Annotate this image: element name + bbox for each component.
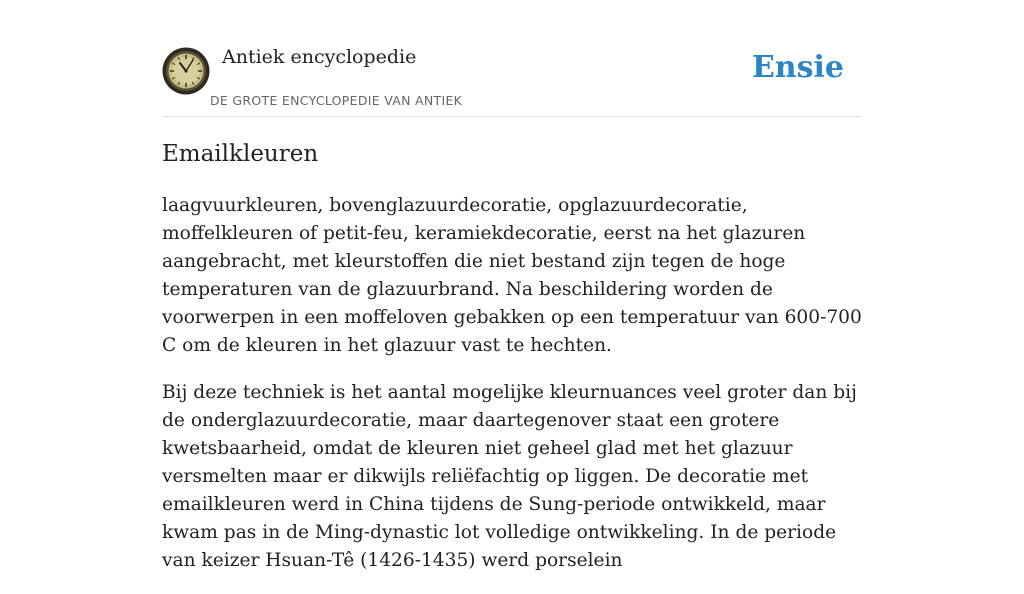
site-subtitle: DE GROTE ENCYCLOPEDIE VAN ANTIEK <box>210 93 463 108</box>
clock-icon[interactable] <box>162 47 210 95</box>
article-paragraph: Bij deze techniek is het aantal mogelijke kleurnuances veel groter dan bij de onderglazuurdecoratie, maar daartegenover staat een grotere kwetsbaarheid, omdat de kleuren niet geheel glad met het glazuur versmelten maar er dikwijls reliëfachtig op liggen. De decoratie met emailkleuren werd in China tijdens de Sung-periode ontwikkeld, maar kwam pas in de Ming-dynastic lot volledige ontwikkeling. In de periode van keizer Hsuan-Tê (1426-1435) werd porselein <box>162 382 857 571</box>
brand-logo-link[interactable]: Ensie <box>751 50 844 85</box>
page-title: Emailkleuren <box>162 141 319 167</box>
site-header <box>162 44 862 117</box>
article <box>162 138 864 594</box>
article-body <box>162 192 864 575</box>
article-paragraph: laagvuurkleuren, bovenglazuurdecoratie, opglazuurdecoratie, moffelkleuren of petit-feu, keramiekdecoratie, eerst na het glazuren aangebracht, met kleurstoffen die niet bestand zijn tegen de hoge temperaturen van de glazuurbrand. Na beschildering worden de voorwerpen in een moffeloven gebakken op een temperatuur van 600-700 C om de kleuren in het glazuur vast te hechten. <box>162 195 862 356</box>
site-title[interactable]: Antiek encyclopedie <box>222 46 417 68</box>
